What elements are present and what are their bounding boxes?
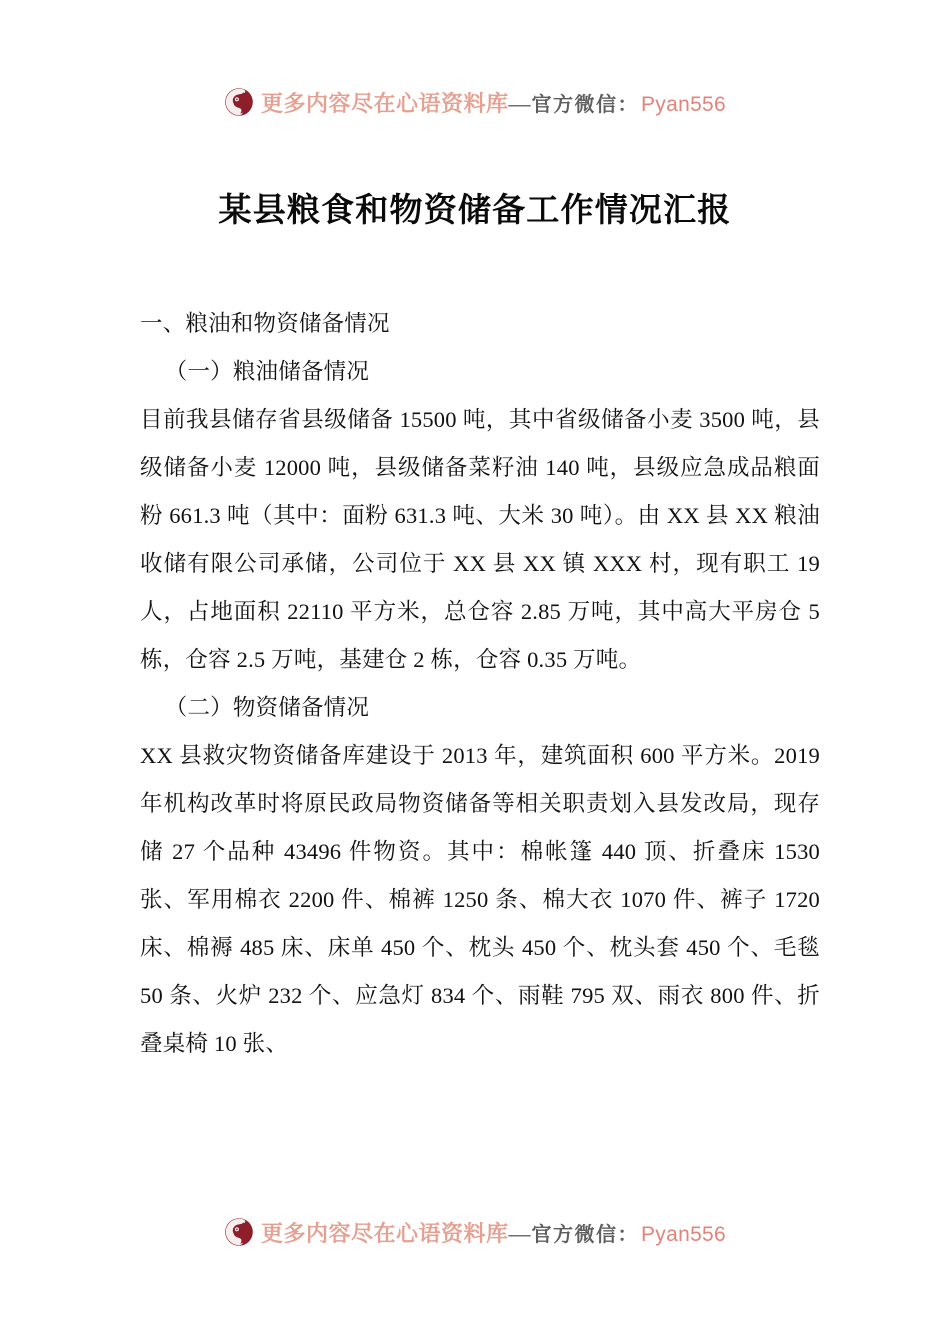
watermark-dash: —: [508, 90, 531, 116]
section-heading-1-2: （二）物资储备情况: [164, 695, 370, 720]
paragraph-grain-oil-reserve: 目前我县储存省县级储备 15500 吨，其中省级储备小麦 3500 吨，县级储备小麦 12000 吨，县级储备菜籽油 140 吨，县级应急成品粮面粉 661.3 吨（其中：面粉 631.3 吨、大米 30 吨）。由 XX 县 XX 粮油收储有限公司承储，公司位于 XX 县 XX 镇 XXX 村，现有职工 19 人，占地面积 22110 平方米，总仓容 2.85 万吨，其中高大平房仓 5 栋，仓容 2.5 万吨，基建仓 2 栋，仓容 0.35 万吨。: [140, 407, 820, 672]
watermark-text-bottom: [261, 1217, 726, 1248]
page-title: 某县粮食和物资储备工作情况汇报: [218, 193, 732, 230]
watermark-wechat-account: Pyan556: [641, 1222, 727, 1246]
watermark-dash: —: [508, 1220, 531, 1246]
watermark-banner-bottom: [0, 1212, 950, 1252]
circular-fish-emblem-icon: [224, 1217, 254, 1247]
watermark-label: 官方微信：: [531, 93, 639, 116]
watermark-wechat-account: Pyan556: [641, 92, 727, 116]
circular-fish-emblem-icon: [224, 87, 254, 117]
section-heading-1: 一、粮油和物资储备情况: [140, 311, 390, 336]
document-content: [140, 300, 820, 1068]
watermark-banner-top: [0, 82, 950, 122]
paragraph-material-reserve: XX 县救灾物资储备库建设于 2013 年，建筑面积 600 平方米。2019 年机构改革时将原民政局物资储备等相关职责划入县发改局，现存储 27 个品种 43496 件物资。其中：棉帐篷 440 顶、折叠床 1530 张、军用棉衣 2200 件、棉裤 1250 条、棉大衣 1070 件、裤子 1720 床、棉褥 485 床、床单 450 个、枕头 450 个、枕头套 450 个、毛毯 50 条、火炉 232 个、应急灯 834 个、雨鞋 795 双、雨衣 800 件、折叠桌椅 10 张、: [140, 743, 820, 1056]
watermark-brand: 更多内容尽在心语资料库: [260, 1220, 509, 1246]
watermark-brand: 更多内容尽在心语资料库: [260, 90, 509, 116]
watermark-text-top: [261, 87, 726, 118]
watermark-label: 官方微信：: [531, 1223, 639, 1246]
section-heading-1-1: （一）粮油储备情况: [164, 359, 370, 384]
